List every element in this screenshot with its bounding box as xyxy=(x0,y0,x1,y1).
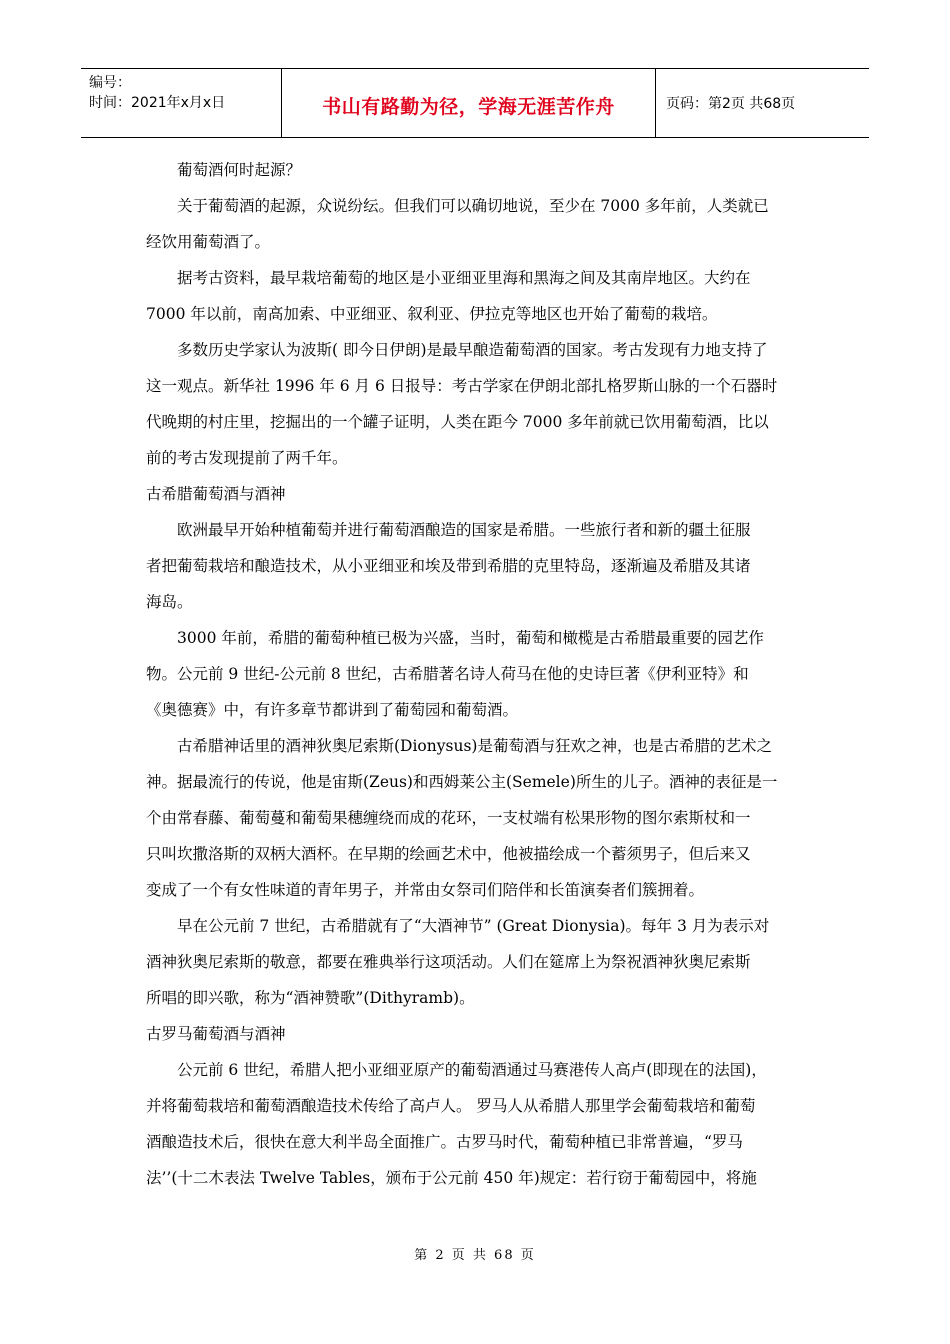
body-text-line: 早在公元前 7 世纪，古希腊就有了“大酒神节” (Great Dionysia)。每年 3 月为表示对 xyxy=(177,917,770,935)
body-text-line: 3000 年前，希腊的葡萄种植已极为兴盛，当时，葡萄和橄榄是古希腊最重要的园艺作 xyxy=(177,629,764,647)
body-text-line: 关于葡萄酒的起源，众说纷纭。但我们可以确切地说，至少在 7000 多年前，人类就已 xyxy=(177,197,769,215)
time-label: 时间：2021年x月x日 xyxy=(89,95,226,111)
page-info: 页码：第2页 共68页 xyxy=(666,96,796,112)
header-left-cell xyxy=(81,69,282,137)
body-text-line: 个由常春藤、葡萄蔓和葡萄果穗缠绕而成的花环，一支杖端有松果形物的图尔索斯杖和一 xyxy=(146,809,751,827)
body-text-line: 《奥德赛》中，有许多章节都讲到了葡萄园和葡萄酒。 xyxy=(146,701,519,719)
body-text-line: 法’’(十二木表法 Twelve Tables，颁布于公元前 450 年)规定：若行窃于葡萄园中，将施 xyxy=(146,1169,757,1187)
body-text-line: 变成了一个有女性味道的青年男子，并常由女祭司们陪伴和长笛演奏者们簇拥着。 xyxy=(146,881,705,899)
header-page-cell xyxy=(656,69,869,137)
motto-text: 书山有路勤为径，学海无涯苦作舟 xyxy=(322,95,615,118)
section-heading: 古罗马葡萄酒与酒神 xyxy=(146,1025,286,1043)
body-text-line: 7000 年以前，南高加索、中亚细亚、叙利亚、伊拉克等地区也开始了葡萄的栽培。 xyxy=(146,305,718,323)
body-text-line: 公元前 6 世纪，希腊人把小亚细亚原产的葡萄酒通过马赛港传人高卢(即现在的法国)， xyxy=(177,1061,767,1079)
body-text-line: 所唱的即兴歌，称为“酒神赞歌”(Dithyramb)。 xyxy=(146,989,475,1007)
document-header xyxy=(81,68,869,138)
body-text-line: 欧洲最早开始种植葡萄并进行葡萄酒酿造的国家是希腊。一些旅行者和新的疆土征服 xyxy=(177,521,751,539)
document-body xyxy=(146,152,808,1196)
body-text-line: 这一观点。新华社 1996 年 6 月 6 日报导：考古学家在伊朗北部扎格罗斯山脉的一个石器时 xyxy=(146,377,778,395)
body-text-line: 海岛。 xyxy=(146,593,193,611)
body-text-line: 多数历史学家认为波斯( 即今日伊朗)是最早酿造葡萄酒的国家。考古发现有力地支持了 xyxy=(177,341,768,359)
body-text-line: 据考古资料，最早栽培葡萄的地区是小亚细亚里海和黑海之间及其南岸地区。大约在 xyxy=(177,269,751,287)
body-text-line: 并将葡萄栽培和葡萄酒酿造技术传给了高卢人。 罗马人从希腊人那里学会葡萄栽培和葡萄 xyxy=(146,1097,756,1115)
body-text-line: 神。据最流行的传说，他是宙斯(Zeus)和西姆莱公主(Semele)所生的儿子。酒神的表征是一 xyxy=(146,773,778,791)
page-footer: 第 2 页 共 68 页 xyxy=(414,1248,536,1263)
body-text-line: 物。公元前 9 世纪-公元前 8 世纪，古希腊著名诗人荷马在他的史诗巨著《伊利亚特》和 xyxy=(146,665,749,683)
body-text-line: 代晚期的村庄里，挖掘出的一个罐子证明，人类在距今 7000 多年前就已饮用葡萄酒，比以 xyxy=(146,413,769,431)
number-label: 编号： xyxy=(89,75,131,91)
body-text-line: 古希腊神话里的酒神狄奥尼索斯(Dionysus)是葡萄酒与狂欢之神，也是古希腊的艺术之 xyxy=(177,737,772,755)
body-text-line: 前的考古发现提前了两千年。 xyxy=(146,449,348,467)
body-text-line: 者把葡萄栽培和酿造技术，从小亚细亚和埃及带到希腊的克里特岛，逐渐遍及希腊及其诸 xyxy=(146,557,751,575)
body-text-line: 酒酿造技术后，很快在意大利半岛全面推广。古罗马时代，葡萄种植已非常普遍，“罗马 xyxy=(146,1133,743,1151)
body-text-line: 葡萄酒何时起源？ xyxy=(177,161,302,179)
header-motto-cell xyxy=(282,69,656,137)
body-text-line: 酒神狄奥尼索斯的敬意，都要在雅典举行这项活动。人们在筵席上为祭祝酒神狄奥尼索斯 xyxy=(146,953,751,971)
body-text-line: 经饮用葡萄酒了。 xyxy=(146,233,271,251)
body-text-line: 只叫坎撒洛斯的双柄大酒杯。在早期的绘画艺术中，他被描绘成一个蓄须男子，但后来又 xyxy=(146,845,751,863)
section-heading: 古希腊葡萄酒与酒神 xyxy=(146,485,286,503)
